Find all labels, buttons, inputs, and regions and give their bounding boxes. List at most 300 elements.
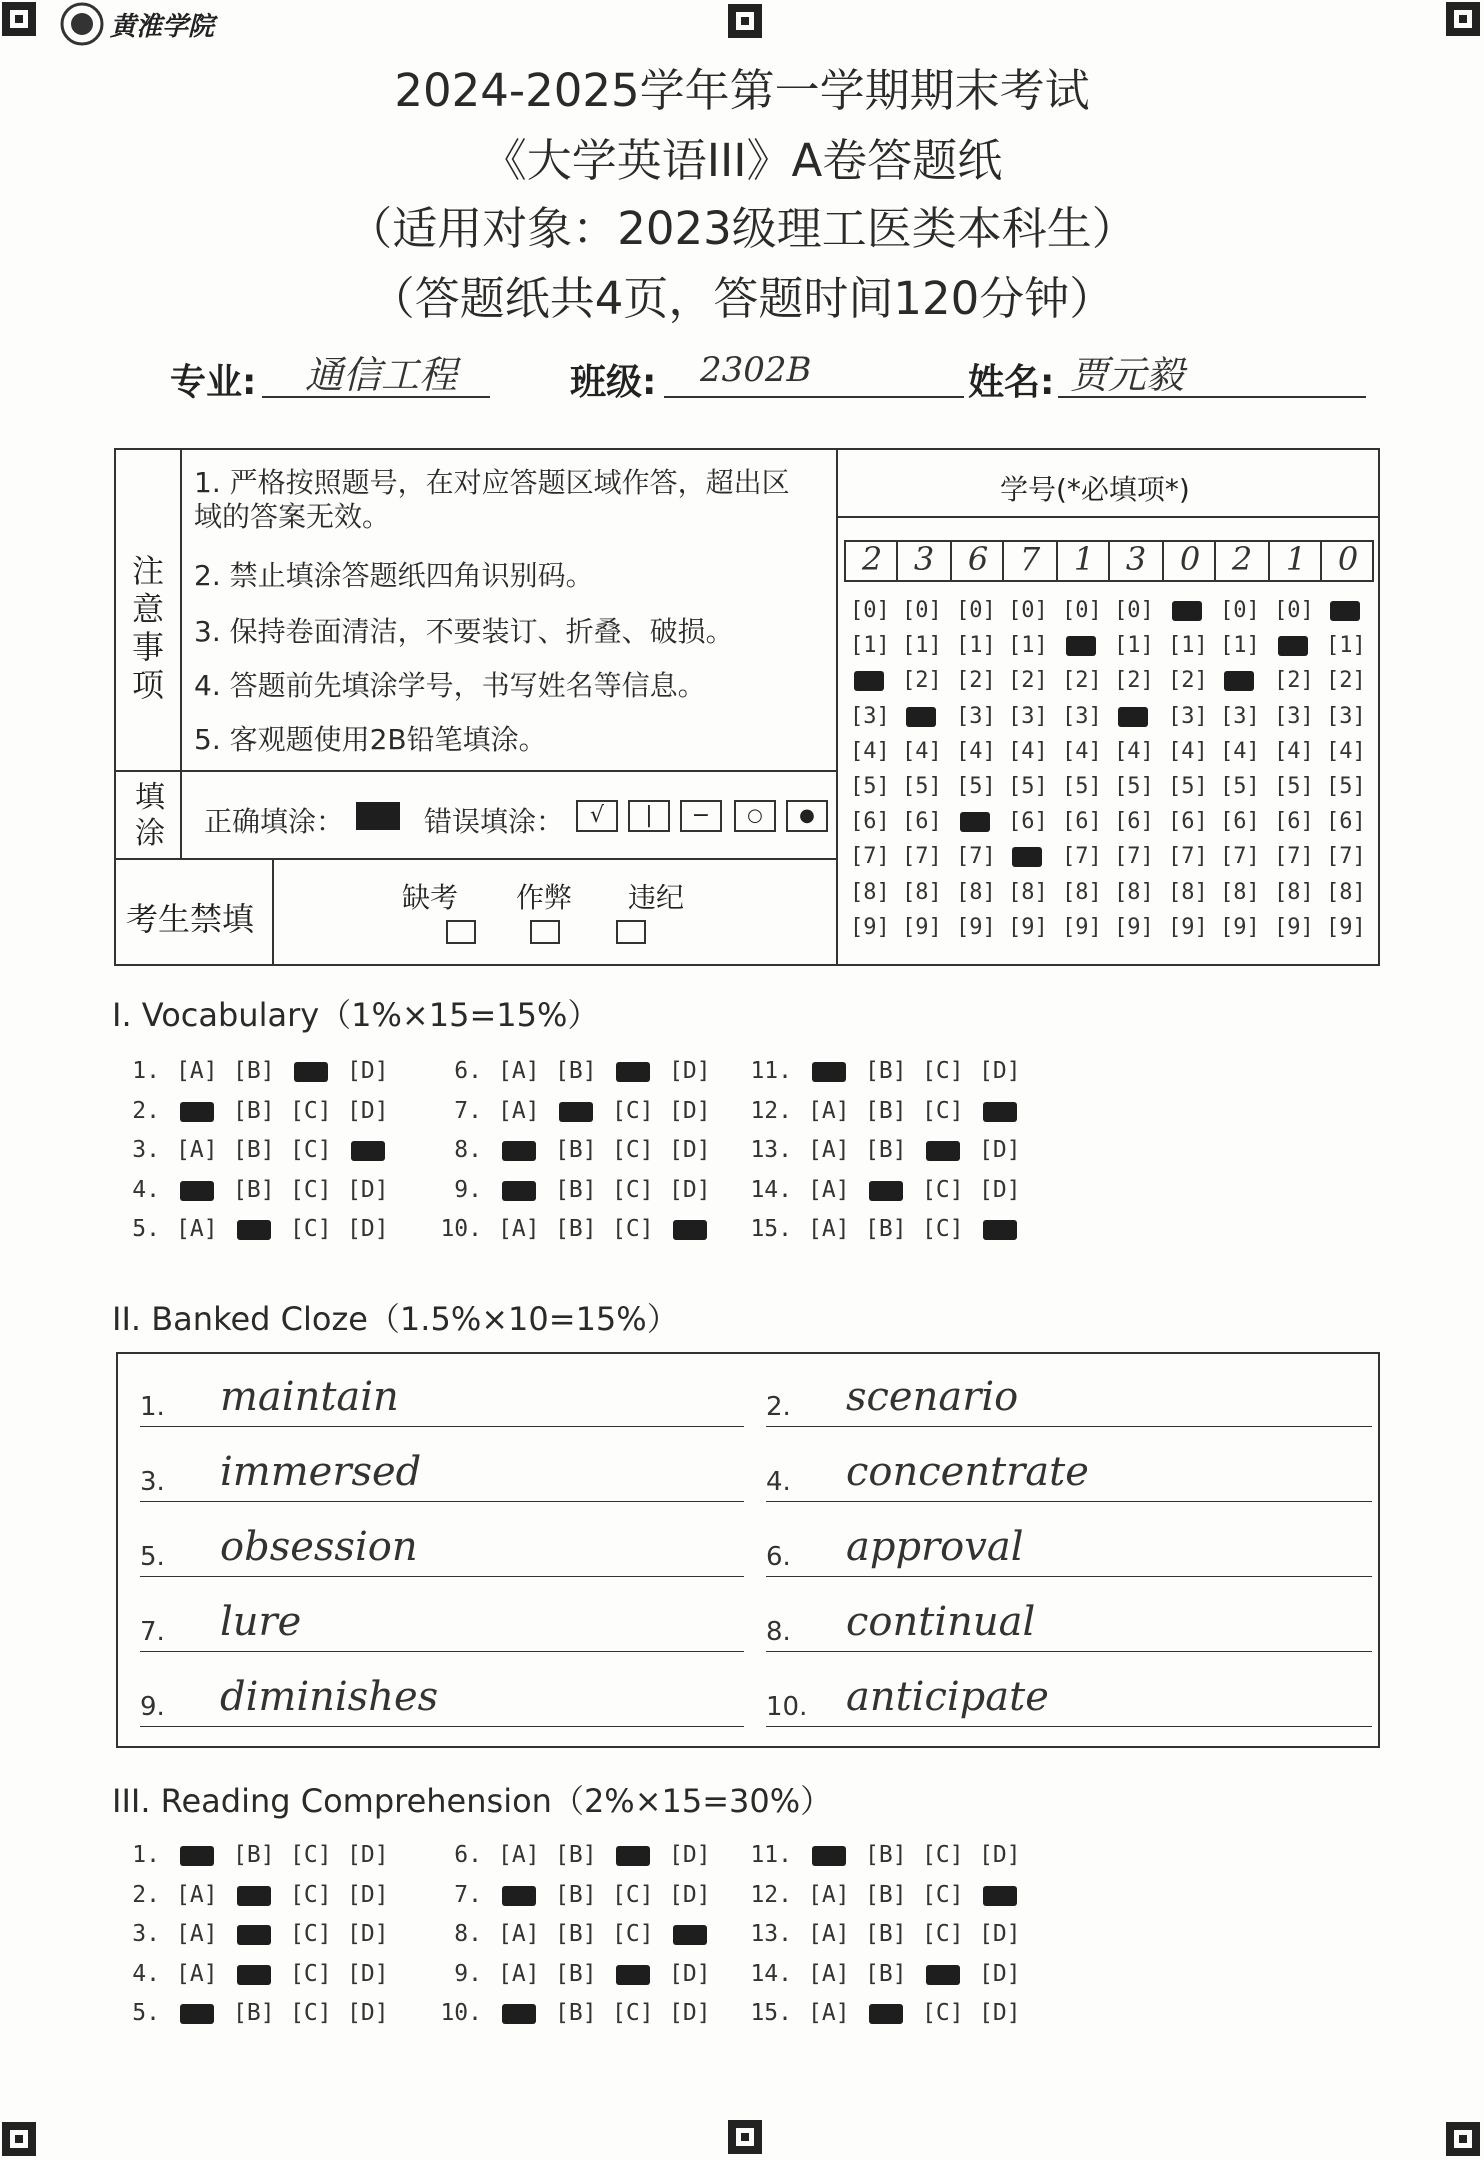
student-id-bubble-filled[interactable] — [960, 812, 990, 832]
student-id-bubble[interactable]: [7] — [956, 844, 996, 870]
banked-cloze-answer-line — [140, 1576, 744, 1577]
student-id-bubble[interactable]: [3] — [1274, 703, 1314, 729]
cheating-checkbox[interactable] — [530, 920, 560, 944]
reading-option[interactable]: [B] — [865, 1842, 907, 1868]
name-value[interactable]: 贾元毅 — [1070, 353, 1185, 397]
student-id-bubble[interactable]: [0] — [902, 598, 942, 623]
student-id-bubble[interactable]: [8] — [956, 879, 996, 905]
student-id-bubble[interactable]: [2] — [1168, 668, 1208, 694]
vocabulary-option-filled[interactable] — [983, 1102, 1017, 1122]
student-id-bubble[interactable]: [9] — [850, 914, 890, 940]
student-id-bubble-filled[interactable] — [1224, 671, 1254, 691]
reading-option-filled[interactable] — [616, 1965, 650, 1985]
banked-cloze-answer[interactable]: immersed — [220, 1449, 422, 1495]
student-id-bubble[interactable]: [9] — [1326, 914, 1366, 940]
reading-question-number: 14. — [750, 1960, 792, 1987]
student-id-bubble[interactable]: [0] — [850, 598, 890, 623]
answer-sheet-title: 《大学英语III》A卷答题纸 — [481, 134, 1003, 187]
reading-option-filled[interactable] — [616, 1846, 650, 1866]
vocabulary-option[interactable]: [C] — [612, 1137, 654, 1163]
vocabulary-option[interactable]: [C] — [922, 1058, 964, 1084]
student-id-bubble[interactable]: [6] — [1008, 809, 1048, 835]
reading-option[interactable]: [D] — [347, 1842, 389, 1868]
reading-option[interactable]: [D] — [669, 1960, 711, 1987]
banked-cloze-answer[interactable]: diminishes — [220, 1674, 439, 1720]
student-id-bubble[interactable]: [6] — [1220, 809, 1260, 835]
reading-option[interactable]: [C] — [290, 1960, 332, 1987]
student-id-bubble[interactable]: [5] — [850, 774, 890, 799]
student-id-bubble[interactable]: [3] — [1062, 703, 1102, 729]
wrong-fill-sample-bar: | — [628, 800, 670, 832]
student-id-digit[interactable]: 0 — [1179, 540, 1201, 578]
student-id-bubble[interactable]: [9] — [1274, 914, 1314, 940]
wrong-fill-label: 错误填涂： — [424, 805, 565, 838]
student-id-bubble[interactable]: [7] — [1274, 844, 1314, 870]
student-id-bubble[interactable]: [0] — [1062, 598, 1102, 623]
vocabulary-option[interactable]: [C] — [922, 1097, 964, 1124]
student-id-bubble[interactable]: [5] — [1326, 774, 1366, 799]
student-id-bubble[interactable]: [2] — [1008, 668, 1048, 694]
reading-option[interactable]: [D] — [979, 1921, 1021, 1947]
reading-option[interactable]: [A] — [808, 1881, 850, 1908]
violation-label: 违纪 — [628, 881, 685, 914]
vocabulary-option[interactable]: [D] — [669, 1058, 711, 1084]
reading-option[interactable]: [B] — [555, 1921, 597, 1947]
notes-side-divider — [180, 450, 182, 770]
cheating-label: 作弊 — [516, 881, 573, 914]
student-id-bubble[interactable]: [8] — [1062, 879, 1102, 905]
vocabulary-option[interactable]: [C] — [612, 1216, 654, 1242]
reading-option-filled[interactable] — [237, 1925, 271, 1945]
student-id-bubble[interactable]: [2] — [956, 668, 996, 694]
student-id-bubble[interactable]: [4] — [850, 738, 890, 764]
student-id-bubble[interactable]: [8] — [1220, 879, 1260, 905]
student-id-bubble[interactable]: [3] — [1008, 703, 1048, 729]
student-id-bubble[interactable]: [6] — [1114, 809, 1154, 835]
student-id-bubble-filled[interactable] — [1278, 636, 1308, 656]
corner-marker-top-left — [2, 2, 36, 36]
vocabulary-option[interactable]: [D] — [979, 1058, 1021, 1084]
student-id-bubble[interactable]: [7] — [902, 844, 942, 870]
banked-cloze-answer[interactable]: obsession — [220, 1524, 418, 1570]
reading-option-filled[interactable] — [237, 1965, 271, 1985]
reading-option-filled[interactable] — [926, 1965, 960, 1985]
banked-cloze-answer[interactable]: maintain — [220, 1374, 399, 1420]
student-id-digit[interactable]: 1 — [1073, 540, 1095, 578]
reading-option[interactable]: [D] — [347, 1921, 389, 1947]
banked-cloze-answer-line — [766, 1726, 1372, 1727]
reading-option[interactable]: [D] — [347, 1881, 389, 1908]
vocabulary-question-number: 2. — [132, 1097, 160, 1124]
wrong-fill-sample-dot: ● — [786, 800, 828, 832]
student-id-bubble[interactable]: [4] — [1062, 738, 1102, 764]
student-id-bubble[interactable]: [1] — [850, 633, 890, 659]
student-id-digit[interactable]: 0 — [1337, 540, 1359, 578]
student-id-bubble-filled[interactable] — [1066, 636, 1096, 656]
reading-option[interactable]: [C] — [612, 1921, 654, 1947]
reading-option[interactable]: [A] — [808, 2000, 850, 2026]
class-value[interactable]: 2302B — [700, 350, 812, 390]
student-id-bubble[interactable]: [2] — [902, 668, 942, 694]
banked-cloze-number: 1. — [140, 1392, 165, 1422]
vocabulary-option[interactable]: [D] — [347, 1058, 389, 1084]
correct-fill-sample — [356, 802, 400, 830]
student-id-bubble[interactable]: [8] — [1114, 879, 1154, 905]
vocabulary-option[interactable]: [B] — [555, 1216, 597, 1242]
absent-checkbox[interactable] — [446, 920, 476, 944]
banked-cloze-answer-line — [140, 1651, 744, 1652]
examiner-side-divider — [272, 858, 274, 964]
reading-question-number: 6. — [454, 1842, 482, 1868]
banked-cloze-answer[interactable]: lure — [220, 1599, 302, 1645]
reading-option-filled[interactable] — [180, 2004, 214, 2024]
vocabulary-question-number: 11. — [750, 1058, 792, 1084]
student-id-bubble[interactable]: [8] — [1008, 879, 1048, 905]
student-id-digit[interactable]: 7 — [1019, 540, 1041, 578]
reading-option[interactable]: [D] — [669, 1842, 711, 1868]
student-id-bubble[interactable]: [5] — [1062, 774, 1102, 799]
vocabulary-option[interactable]: [B] — [555, 1137, 597, 1163]
reading-option[interactable]: [A] — [498, 1960, 540, 1987]
student-id-bubble[interactable]: [2] — [1114, 668, 1154, 694]
vocabulary-option[interactable]: [B] — [865, 1137, 907, 1163]
banked-cloze-answer[interactable]: continual — [846, 1599, 1036, 1645]
vocabulary-option[interactable]: [D] — [347, 1097, 389, 1124]
student-id-bubble[interactable]: [6] — [902, 809, 942, 835]
student-id-bubble[interactable]: [0] — [956, 598, 996, 623]
banked-cloze-answer-line — [140, 1726, 744, 1727]
banked-cloze-number: 8. — [766, 1617, 791, 1647]
student-id-bubble[interactable]: [9] — [1168, 914, 1208, 940]
student-id-bubble[interactable]: [9] — [1062, 914, 1102, 940]
reading-option[interactable]: [A] — [808, 1960, 850, 1987]
student-id-bubble[interactable]: [7] — [850, 844, 890, 870]
reading-question-number: 11. — [750, 1842, 792, 1868]
banked-cloze-answer-line — [766, 1576, 1372, 1577]
student-id-bubble[interactable]: [4] — [902, 738, 942, 764]
vocabulary-option[interactable]: [B] — [865, 1216, 907, 1242]
reading-option[interactable]: [C] — [290, 1881, 332, 1908]
student-id-bubble[interactable]: [2] — [1326, 668, 1366, 694]
student-id-bubble[interactable]: [4] — [1326, 738, 1366, 764]
student-id-bubble[interactable]: [5] — [1274, 774, 1314, 799]
vocabulary-option[interactable]: [C] — [290, 1216, 332, 1242]
vocabulary-option-filled[interactable] — [616, 1062, 650, 1082]
student-id-bubble[interactable]: [8] — [1326, 879, 1366, 905]
vocabulary-option-filled[interactable] — [869, 1181, 903, 1201]
student-id-bubble[interactable]: [7] — [1326, 844, 1366, 870]
reading-question-number: 4. — [132, 1960, 160, 1987]
vocabulary-option[interactable]: [A] — [808, 1216, 850, 1242]
student-id-bubble[interactable]: [6] — [850, 809, 890, 835]
vocabulary-option[interactable]: [A] — [176, 1058, 218, 1084]
reading-option-filled[interactable] — [812, 1846, 846, 1866]
banked-cloze-number: 9. — [140, 1692, 165, 1722]
vocabulary-question-number: 8. — [454, 1137, 482, 1163]
reading-option-filled[interactable] — [983, 1886, 1017, 1906]
student-id-bubble[interactable]: [5] — [1114, 774, 1154, 799]
reading-option[interactable]: [B] — [555, 1842, 597, 1868]
student-id-digit[interactable]: 3 — [913, 540, 935, 578]
student-id-digit[interactable]: 2 — [1231, 540, 1253, 578]
vocabulary-option-filled[interactable] — [237, 1220, 271, 1240]
corner-marker-bottom-right — [1446, 2122, 1480, 2156]
student-id-bubble[interactable]: [2] — [1274, 668, 1314, 694]
student-id-digit[interactable]: 3 — [1125, 540, 1147, 578]
vocabulary-option[interactable]: [B] — [865, 1097, 907, 1124]
student-id-bubble[interactable]: [9] — [902, 914, 942, 940]
vocabulary-option[interactable]: [C] — [290, 1137, 332, 1163]
student-id-bubble[interactable]: [9] — [956, 914, 996, 940]
vocabulary-option-filled[interactable] — [812, 1062, 846, 1082]
reading-option-filled[interactable] — [502, 1886, 536, 1906]
university-seal-icon — [60, 2, 104, 46]
vocabulary-question-number: 15. — [750, 1216, 792, 1242]
vocabulary-option[interactable]: [C] — [612, 1097, 654, 1124]
vocabulary-option[interactable]: [B] — [233, 1176, 275, 1203]
reading-option[interactable]: [B] — [233, 1842, 275, 1868]
vocabulary-option[interactable]: [A] — [176, 1137, 218, 1163]
vocabulary-option-filled[interactable] — [502, 1141, 536, 1161]
student-id-bubble[interactable]: [5] — [1220, 774, 1260, 799]
vocabulary-question-number: 12. — [750, 1097, 792, 1124]
banked-cloze-answer[interactable]: scenario — [846, 1374, 1019, 1420]
major-value[interactable]: 通信工程 — [305, 353, 458, 397]
student-id-bubble[interactable]: [5] — [1168, 774, 1208, 799]
reading-option[interactable]: [B] — [555, 1881, 597, 1908]
student-id-bubble[interactable]: [0] — [1114, 598, 1154, 623]
vocabulary-option[interactable]: [B] — [233, 1137, 275, 1163]
vocabulary-option-filled[interactable] — [502, 1181, 536, 1201]
fill-side-label: 填涂 — [135, 780, 165, 851]
reading-option[interactable]: [C] — [290, 1921, 332, 1947]
vocabulary-option-filled[interactable] — [180, 1102, 214, 1122]
reading-option[interactable]: [D] — [669, 2000, 711, 2026]
vocabulary-option[interactable]: [B] — [555, 1058, 597, 1084]
vocabulary-option[interactable]: [D] — [669, 1097, 711, 1124]
banked-cloze-number: 10. — [766, 1692, 808, 1722]
student-id-digit[interactable]: 2 — [861, 540, 883, 578]
note-item-5: 5. 客观题使用2B铅笔填涂。 — [194, 723, 547, 756]
reading-option[interactable]: [C] — [612, 1881, 654, 1908]
vocabulary-question-number: 3. — [132, 1137, 160, 1163]
corner-marker-bottom-center — [728, 2120, 762, 2154]
reading-option[interactable]: [A] — [176, 1921, 218, 1947]
vocabulary-option-filled[interactable] — [180, 1181, 214, 1201]
vocabulary-question-number: 1. — [132, 1058, 160, 1084]
reading-option-filled[interactable] — [180, 1846, 214, 1866]
student-id-bubble[interactable]: [8] — [850, 879, 890, 905]
reading-option[interactable]: [C] — [922, 1842, 964, 1868]
reading-question-number: 13. — [750, 1921, 792, 1947]
vocabulary-option[interactable]: [D] — [669, 1137, 711, 1163]
student-id-bubble[interactable]: [1] — [1008, 633, 1048, 659]
vocabulary-option[interactable]: [A] — [808, 1176, 850, 1203]
student-id-bubble[interactable]: [7] — [1062, 844, 1102, 870]
student-id-bubble[interactable]: [6] — [1274, 809, 1314, 835]
reading-question-number: 8. — [454, 1921, 482, 1947]
student-id-bubble[interactable]: [4] — [1168, 738, 1208, 764]
reading-option[interactable]: [C] — [612, 2000, 654, 2026]
student-id-bubble[interactable]: [4] — [956, 738, 996, 764]
banked-cloze-answer[interactable]: anticipate — [846, 1674, 1049, 1720]
student-id-bubble-filled[interactable] — [854, 671, 884, 691]
student-id-bubble[interactable]: [1] — [956, 633, 996, 659]
student-id-bubble[interactable]: [8] — [902, 879, 942, 905]
reading-option-filled[interactable] — [237, 1886, 271, 1906]
reading-option[interactable]: [B] — [865, 1881, 907, 1908]
reading-option[interactable]: [A] — [498, 1921, 540, 1947]
corner-marker-bottom-left — [2, 2122, 36, 2156]
reading-option[interactable]: [B] — [233, 2000, 275, 2026]
student-id-bubble[interactable]: [3] — [1168, 703, 1208, 729]
student-id-bubble[interactable]: [0] — [1274, 598, 1314, 623]
vocabulary-option-filled[interactable] — [983, 1220, 1017, 1240]
target-audience: （适用对象：2023级理工医类本科生） — [347, 202, 1137, 255]
vocabulary-option[interactable]: [B] — [233, 1097, 275, 1124]
reading-option[interactable]: [A] — [498, 1842, 540, 1868]
vocabulary-option[interactable]: [B] — [555, 1176, 597, 1203]
reading-option-filled[interactable] — [502, 2004, 536, 2024]
corner-marker-top-right — [1446, 2, 1480, 36]
banked-cloze-answer-line — [766, 1426, 1372, 1427]
student-id-bubble[interactable]: [9] — [1220, 914, 1260, 940]
reading-option-filled[interactable] — [673, 1925, 707, 1945]
student-id-bubble[interactable]: [5] — [1008, 774, 1048, 799]
vocabulary-option[interactable]: [A] — [498, 1058, 540, 1084]
vocabulary-option[interactable]: [A] — [498, 1097, 540, 1124]
examiner-only-label: 考生禁填 — [126, 900, 255, 938]
vocabulary-option-filled[interactable] — [559, 1102, 593, 1122]
student-id-bubble-filled[interactable] — [1330, 601, 1360, 621]
vocabulary-question-number: 5. — [132, 1216, 160, 1242]
student-id-bubble[interactable]: [3] — [956, 703, 996, 729]
reading-option-filled[interactable] — [869, 2004, 903, 2024]
reading-option[interactable]: [D] — [979, 1960, 1021, 1987]
student-id-bubble[interactable]: [5] — [956, 774, 996, 799]
reading-option[interactable]: [A] — [808, 1921, 850, 1947]
student-id-bubble-filled[interactable] — [906, 707, 936, 727]
reading-option[interactable]: [D] — [979, 1842, 1021, 1868]
student-id-bubble[interactable]: [4] — [1220, 738, 1260, 764]
banked-cloze-answer[interactable]: concentrate — [846, 1449, 1089, 1495]
student-id-bubble-filled[interactable] — [1012, 847, 1042, 867]
reading-question-number: 10. — [440, 2000, 482, 2026]
student-id-bubble[interactable]: [1] — [1114, 633, 1154, 659]
student-id-bubble[interactable]: [3] — [1326, 703, 1366, 729]
student-id-bubble[interactable]: [1] — [1326, 633, 1366, 659]
vocabulary-option-filled[interactable] — [673, 1220, 707, 1240]
student-id-bubble[interactable]: [0] — [1008, 598, 1048, 623]
student-id-bubble[interactable]: [8] — [1274, 879, 1314, 905]
student-id-bubble[interactable]: [6] — [1326, 809, 1366, 835]
banked-cloze-answer[interactable]: approval — [846, 1524, 1024, 1570]
student-id-bubble[interactable]: [3] — [1220, 703, 1260, 729]
vocabulary-option[interactable]: [B] — [233, 1058, 275, 1084]
vocabulary-option[interactable]: [D] — [979, 1137, 1021, 1163]
student-id-bubble[interactable]: [4] — [1114, 738, 1154, 764]
student-id-bubble[interactable]: [1] — [1220, 633, 1260, 659]
vocabulary-option[interactable]: [A] — [808, 1097, 850, 1124]
reading-option[interactable]: [D] — [669, 1881, 711, 1908]
student-id-bubble[interactable]: [7] — [1114, 844, 1154, 870]
sheet-info: （答题纸共4页，答题时间120分钟） — [369, 272, 1115, 325]
vocabulary-option-filled[interactable] — [294, 1062, 328, 1082]
reading-option[interactable]: [A] — [176, 1881, 218, 1908]
vocabulary-option[interactable]: [D] — [979, 1176, 1021, 1203]
student-id-bubble[interactable]: [7] — [1220, 844, 1260, 870]
vocabulary-option[interactable]: [C] — [290, 1176, 332, 1203]
reading-option[interactable]: [C] — [922, 2000, 964, 2026]
student-id-bubble[interactable]: [3] — [850, 703, 890, 729]
student-id-bubble[interactable]: [1] — [902, 633, 942, 659]
vocabulary-section-title: I. Vocabulary（1%×15=15%） — [112, 996, 600, 1034]
vocabulary-option[interactable]: [C] — [922, 1216, 964, 1242]
banked-cloze-answer-line — [140, 1426, 744, 1427]
vocabulary-option[interactable]: [D] — [347, 1216, 389, 1242]
student-id-bubble[interactable]: [0] — [1220, 598, 1260, 623]
vocabulary-option-filled[interactable] — [351, 1141, 385, 1161]
student-id-digit[interactable]: 1 — [1285, 540, 1307, 578]
reading-option[interactable]: [C] — [290, 2000, 332, 2026]
banked-cloze-number: 3. — [140, 1467, 165, 1497]
student-id-bubble[interactable]: [6] — [1168, 809, 1208, 835]
student-id-bubble[interactable]: [9] — [1114, 914, 1154, 940]
vocabulary-option-filled[interactable] — [926, 1141, 960, 1161]
reading-option[interactable]: [C] — [922, 1921, 964, 1947]
reading-option[interactable]: [B] — [555, 2000, 597, 2026]
notes-fill-divider — [116, 770, 836, 772]
student-id-bubble[interactable]: [4] — [1274, 738, 1314, 764]
reading-option[interactable]: [B] — [865, 1960, 907, 1987]
vocabulary-option[interactable]: [A] — [808, 1137, 850, 1163]
vocabulary-option[interactable]: [C] — [290, 1097, 332, 1124]
notes-id-divider — [836, 450, 838, 964]
student-id-bubble[interactable]: [2] — [1062, 668, 1102, 694]
violation-checkbox[interactable] — [616, 920, 646, 944]
reading-option[interactable]: [C] — [922, 1881, 964, 1908]
note-item-3: 3. 保持卷面清洁，不要装订、折叠、破损。 — [194, 615, 734, 648]
reading-option[interactable]: [C] — [290, 1842, 332, 1868]
vocabulary-option[interactable]: [C] — [612, 1176, 654, 1203]
reading-option[interactable]: [D] — [347, 1960, 389, 1987]
class-line — [664, 396, 964, 398]
student-id-bubble-filled[interactable] — [1118, 707, 1148, 727]
vocabulary-option[interactable]: [A] — [498, 1216, 540, 1242]
student-id-bubble-filled[interactable] — [1172, 601, 1202, 621]
student-id-bubble[interactable]: [6] — [1062, 809, 1102, 835]
reading-option[interactable]: [A] — [176, 1960, 218, 1987]
reading-option[interactable]: [B] — [865, 1921, 907, 1947]
student-id-bubble[interactable]: [5] — [902, 774, 942, 799]
student-id-bubble[interactable]: [4] — [1008, 738, 1048, 764]
vocabulary-option[interactable]: [D] — [347, 1176, 389, 1203]
fill-side-divider — [180, 770, 182, 858]
vocabulary-option[interactable]: [A] — [176, 1216, 218, 1242]
student-id-bubble[interactable]: [1] — [1168, 633, 1208, 659]
student-id-bubble[interactable]: [8] — [1168, 879, 1208, 905]
vocabulary-question-number: 13. — [750, 1137, 792, 1163]
reading-option[interactable]: [D] — [979, 2000, 1021, 2026]
student-id-digit[interactable]: 6 — [967, 540, 989, 578]
reading-option[interactable]: [D] — [347, 2000, 389, 2026]
reading-option[interactable]: [B] — [555, 1960, 597, 1987]
vocabulary-option[interactable]: [C] — [922, 1176, 964, 1203]
vocabulary-option[interactable]: [D] — [669, 1176, 711, 1203]
student-id-bubble[interactable]: [9] — [1008, 914, 1048, 940]
vocabulary-option[interactable]: [B] — [865, 1058, 907, 1084]
student-id-bubble[interactable]: [7] — [1168, 844, 1208, 870]
